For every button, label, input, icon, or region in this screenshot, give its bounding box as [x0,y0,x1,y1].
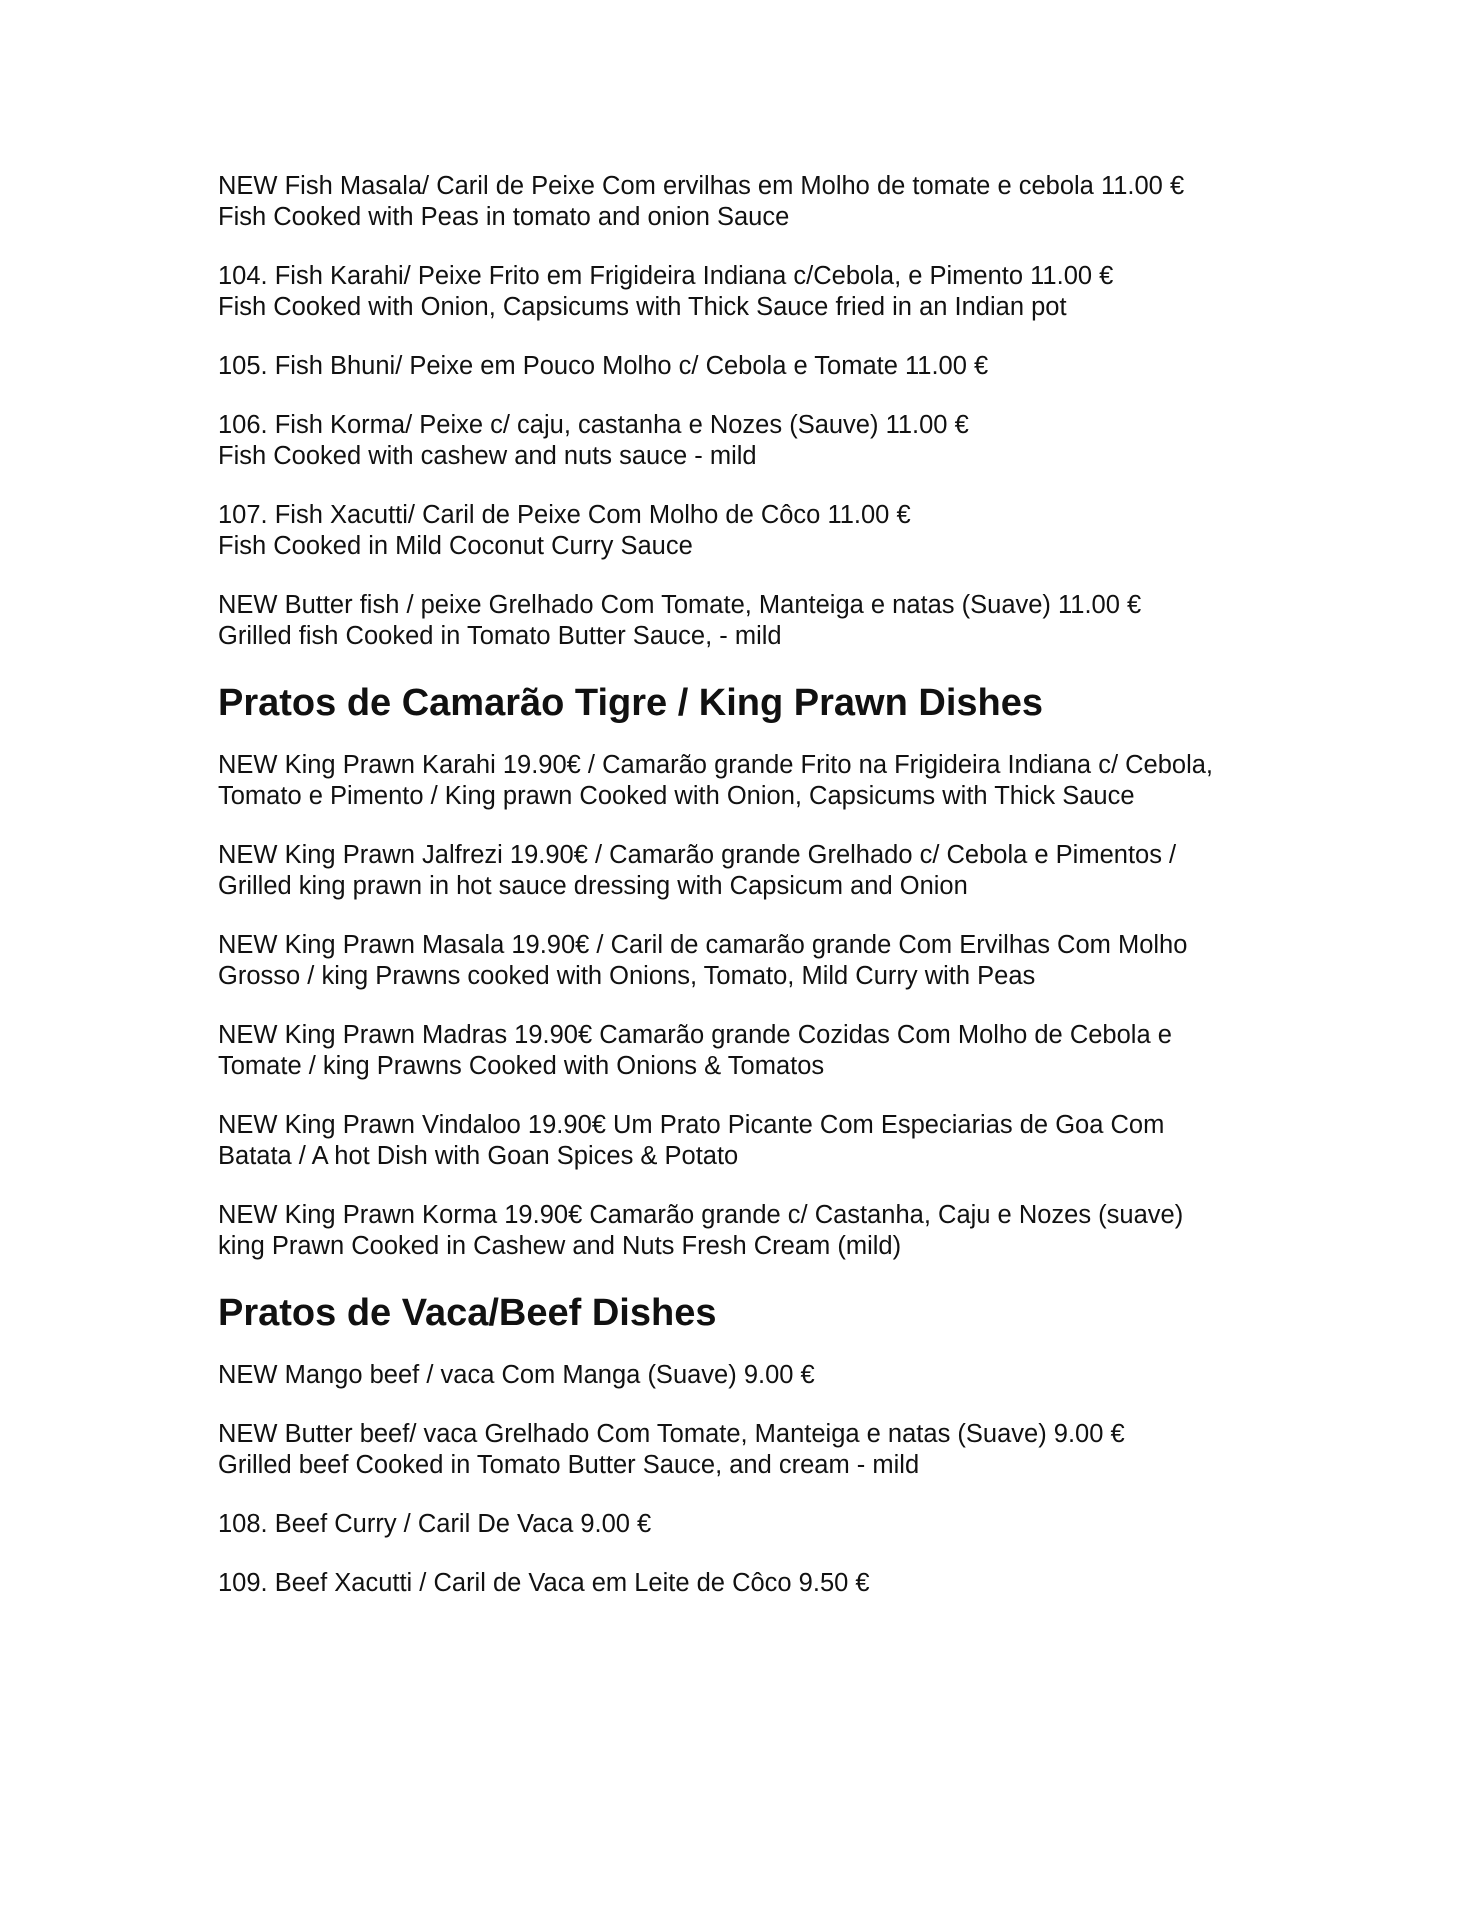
item-title-line: NEW King Prawn Karahi 19.90€ / Camarão grande Frito na Frigideira Indiana c/ Cebola, [218,751,1214,779]
menu-item [218,1509,1288,1540]
item-description-line: Fish Cooked with Peas in tomato and onion Sauce [218,203,790,231]
item-description-line: Tomato e Pimento / King prawn Cooked with Onion, Capsicums with Thick Sauce [218,782,1135,810]
item-title-line: NEW King Prawn Korma 19.90€ Camarão grande c/ Castanha, Caju e Nozes (suave) [218,1201,1184,1229]
menu-item [218,1568,1288,1599]
item-title-line: NEW King Prawn Jalfrezi 19.90€ / Camarão grande Grelhado c/ Cebola e Pimentos / [218,841,1177,869]
menu-item [218,1419,1288,1481]
item-title-line: 105. Fish Bhuni/ Peixe em Pouco Molho c/ Cebola e Tomate 11.00 € [218,352,989,380]
menu-item [218,750,1288,812]
item-description-line: Fish Cooked in Mild Coconut Curry Sauce [218,532,693,560]
item-title-line: 104. Fish Karahi/ Peixe Frito em Frigideira Indiana c/Cebola, e Pimento 11.00 € [218,262,1114,290]
item-description-line: king Prawn Cooked in Cashew and Nuts Fresh Cream (mild) [218,1232,902,1260]
item-title-line: NEW King Prawn Vindaloo 19.90€ Um Prato Picante Com Especiarias de Goa Com [218,1111,1165,1139]
item-title-line: 107. Fish Xacutti/ Caril de Peixe Com Molho de Côco 11.00 € [218,501,911,529]
menu-item [218,171,1288,233]
menu-item [218,1200,1288,1262]
item-title-line: NEW Butter fish / peixe Grelhado Com Tomate, Manteiga e natas (Suave) 11.00 € [218,591,1142,619]
item-description-line: Tomate / king Prawns Cooked with Onions & Tomatos [218,1052,825,1080]
menu-item [218,261,1288,323]
menu-item [218,840,1288,902]
section-heading: Pratos de Camarão Tigre / King Prawn Dishes [218,682,1043,724]
item-description-line: Batata / A hot Dish with Goan Spices & Potato [218,1142,739,1170]
menu-item [218,351,1288,382]
item-description-line: Fish Cooked with cashew and nuts sauce - mild [218,442,757,470]
menu-item [218,590,1288,652]
item-title-line: 109. Beef Xacutti / Caril de Vaca em Leite de Côco 9.50 € [218,1569,870,1597]
item-description-line: Grilled king prawn in hot sauce dressing with Capsicum and Onion [218,872,968,900]
menu-page [218,171,1288,1627]
beef-section [218,1290,1288,1599]
menu-item [218,500,1288,562]
menu-item [218,1360,1288,1391]
item-title-line: NEW King Prawn Masala 19.90€ / Caril de camarão grande Com Ervilhas Com Molho [218,931,1188,959]
menu-item [218,930,1288,992]
item-title-line: 108. Beef Curry / Caril De Vaca 9.00 € [218,1510,652,1538]
menu-item [218,410,1288,472]
section-heading: Pratos de Vaca/Beef Dishes [218,1292,717,1334]
menu-item [218,1110,1288,1172]
item-description-line: Fish Cooked with Onion, Capsicums with Thick Sauce fried in an Indian pot [218,293,1067,321]
item-description-line: Grilled fish Cooked in Tomato Butter Sauce, - mild [218,622,782,650]
item-title-line: NEW Fish Masala/ Caril de Peixe Com ervilhas em Molho de tomate e cebola 11.00 € [218,172,1185,200]
item-description-line: Grilled beef Cooked in Tomato Butter Sauce, and cream - mild [218,1451,920,1479]
item-description-line: Grosso / king Prawns cooked with Onions, Tomato, Mild Curry with Peas [218,962,1036,990]
fish-section [218,171,1288,652]
item-title-line: NEW Mango beef / vaca Com Manga (Suave) 9.00 € [218,1361,815,1389]
item-title-line: NEW Butter beef/ vaca Grelhado Com Tomate, Manteiga e natas (Suave) 9.00 € [218,1420,1125,1448]
king-prawn-section [218,680,1288,1262]
menu-item [218,1020,1288,1082]
item-title-line: 106. Fish Korma/ Peixe c/ caju, castanha e Nozes (Sauve) 11.00 € [218,411,969,439]
item-title-line: NEW King Prawn Madras 19.90€ Camarão grande Cozidas Com Molho de Cebola e [218,1021,1172,1049]
